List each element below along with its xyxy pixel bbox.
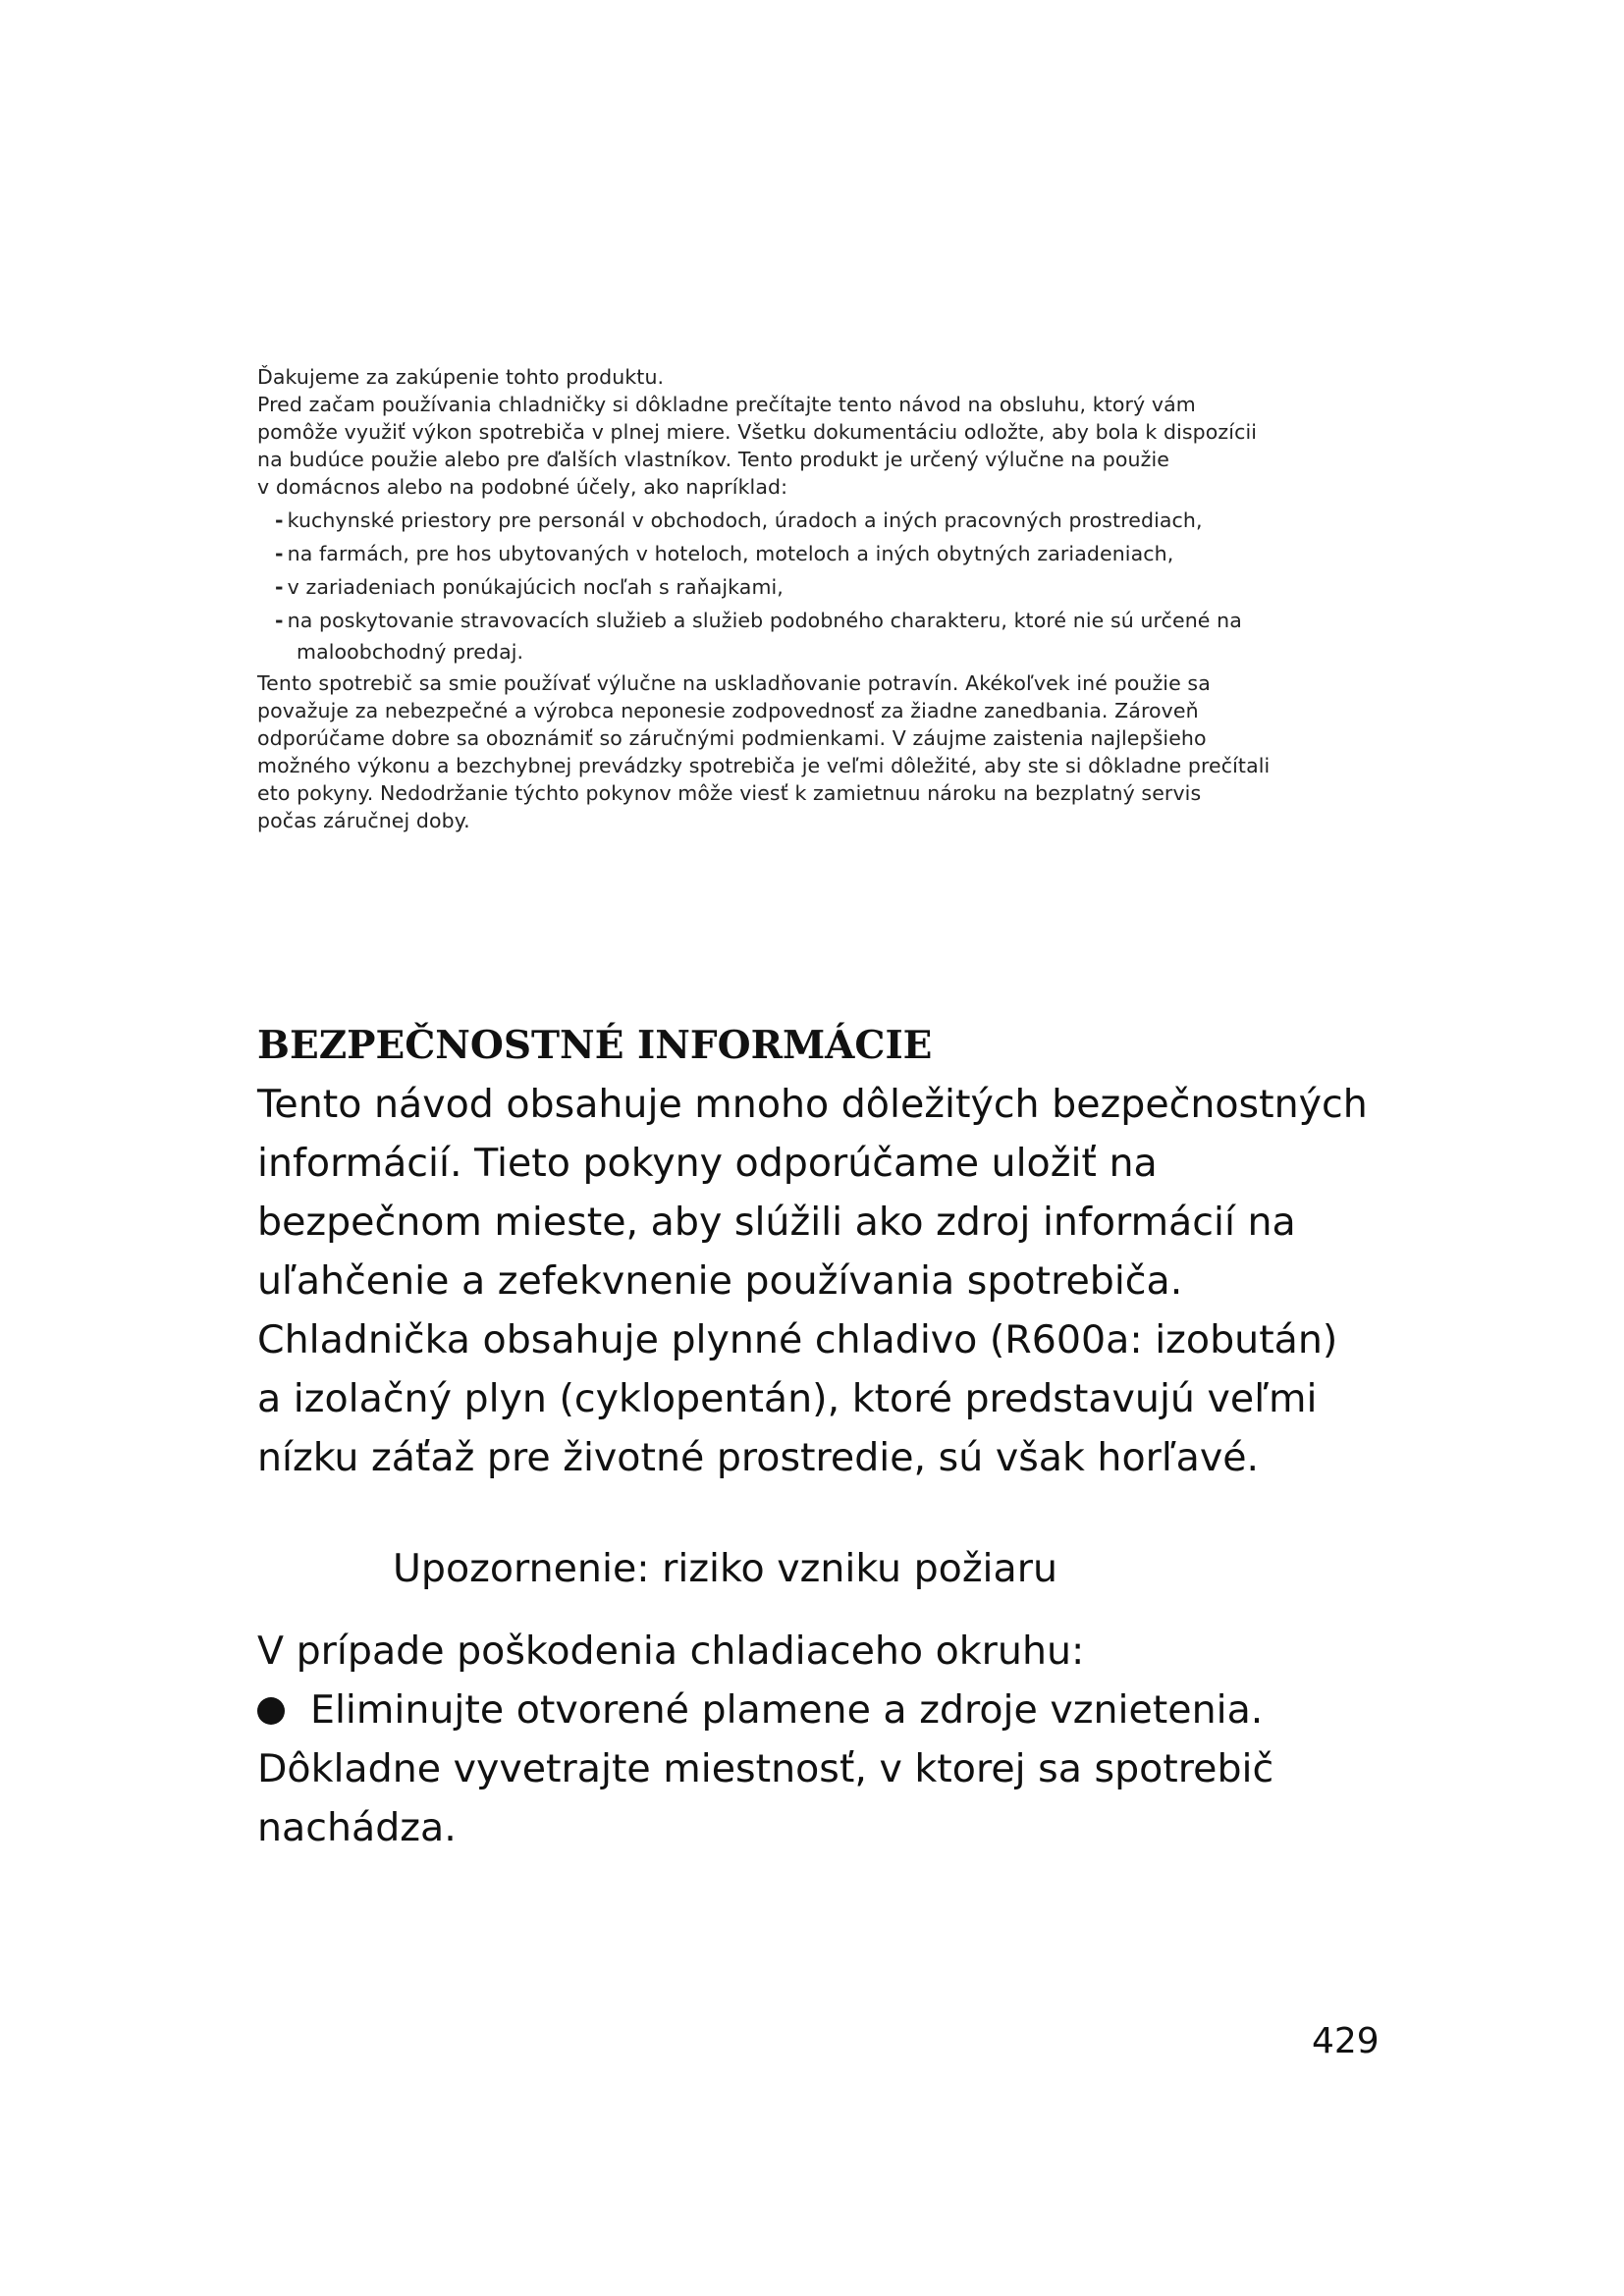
damage-instructions (257, 1622, 1435, 1857)
safety-line: Chladnička obsahuje plynné chladivo (R600a: izobután) (257, 1317, 1338, 1362)
safety-line: bezpečnom mieste, aby slúžili ako zdroj informácií na (257, 1200, 1296, 1245)
usage-list-item-text: kuchynské priestory pre personál v obchodoch, úradoch a iných pracovných prostrediach, (287, 508, 1203, 532)
damage-bullet-text: Eliminujte otvorené plamene a zdroje vznietenia. (310, 1687, 1264, 1733)
safety-line: informácií. Tieto pokyny odporúčame uložiť na (257, 1141, 1158, 1186)
usage-list-item (257, 507, 1386, 534)
intro-line: v domácnos alebo na podobné účely, ako napríklad: (257, 475, 788, 499)
usage-list-item (257, 540, 1386, 567)
fire-warning: Upozornenie: riziko vzniku požiaru (393, 1546, 1058, 1591)
dash-bullet-icon: - (275, 575, 284, 599)
section-heading: BEZPEČNOSTNÉ INFORMÁCIE (257, 1023, 933, 1068)
safety-line: a izolačný plyn (cyklopentán), ktoré predstavujú veľmi (257, 1376, 1318, 1421)
intro-line: pomôže využiť výkon spotrebiča v plnej miere. Všetku dokumentáciu odložte, aby bola k dispozícii (257, 420, 1258, 444)
page-number: 429 (1312, 2021, 1380, 2061)
safety-paragraph (257, 1075, 1435, 1487)
bullet-dot-icon (257, 1697, 285, 1725)
usage-list-item-continuation: maloobchodný predaj. (297, 640, 524, 664)
safety-line: Tento návod obsahuje mnoho dôležitých bezpečnostných (257, 1082, 1368, 1127)
intro-line: Ďakujeme za zakúpenie tohto produktu. (257, 365, 665, 389)
intro-paragraph (257, 363, 1386, 834)
dash-bullet-icon: - (275, 609, 284, 632)
usage-list-item-text: na farmách, pre hos ubytovaných v hoteloch, moteloch a iných obytných zariadeniach, (287, 542, 1174, 565)
dash-bullet-icon: - (275, 508, 284, 532)
usage-list-item-text: v zariadeniach ponúkajúcich nocľah s raňajkami, (287, 575, 784, 599)
damage-line: Dôkladne vyvetrajte miestnosť, v ktorej sa spotrebič (257, 1746, 1274, 1791)
damage-bullet-item (257, 1681, 1435, 1739)
damage-line: nachádza. (257, 1805, 457, 1850)
closing-line: možného výkonu a bezchybnej prevádzky spotrebiča je veľmi dôležité, aby ste si dôkladne prečítali (257, 754, 1271, 777)
usage-list-item (257, 573, 1386, 601)
usage-list-item-text: na poskytovanie stravovacích služieb a služieb podobného charakteru, ktoré nie sú určené na (287, 609, 1242, 632)
safety-line: uľahčenie a zefekvnenie používania spotrebiča. (257, 1258, 1183, 1304)
safety-line: nízku záťaž pre životné prostredie, sú však horľavé. (257, 1435, 1260, 1480)
closing-line: počas záručnej doby. (257, 809, 470, 832)
usage-list-item (257, 607, 1386, 634)
intro-line: na budúce použie alebo pre ďalších vlastníkov. Tento produkt je určený výlučne na použie (257, 448, 1170, 471)
closing-line: Tento spotrebič sa smie používať výlučne na uskladňovanie potravín. Akékoľvek iné použie sa (257, 671, 1211, 695)
damage-intro: V prípade poškodenia chladiaceho okruhu: (257, 1629, 1085, 1674)
closing-line: odporúčame dobre sa oboznámiť so záručnými podmienkami. V záujme zaistenia najlepšieho (257, 726, 1207, 750)
closing-line: eto pokyny. Nedodržanie týchto pokynov môže viesť k zamietnuu nároku na bezplatný servis (257, 781, 1202, 805)
intro-line: Pred začam používania chladničky si dôkladne prečítajte tento návod na obsluhu, ktorý vám (257, 393, 1196, 416)
closing-line: považuje za nebezpečné a výrobca neponesie zodpovednosť za žiadne zanedbania. Zároveň (257, 699, 1199, 722)
dash-bullet-icon: - (275, 542, 284, 565)
